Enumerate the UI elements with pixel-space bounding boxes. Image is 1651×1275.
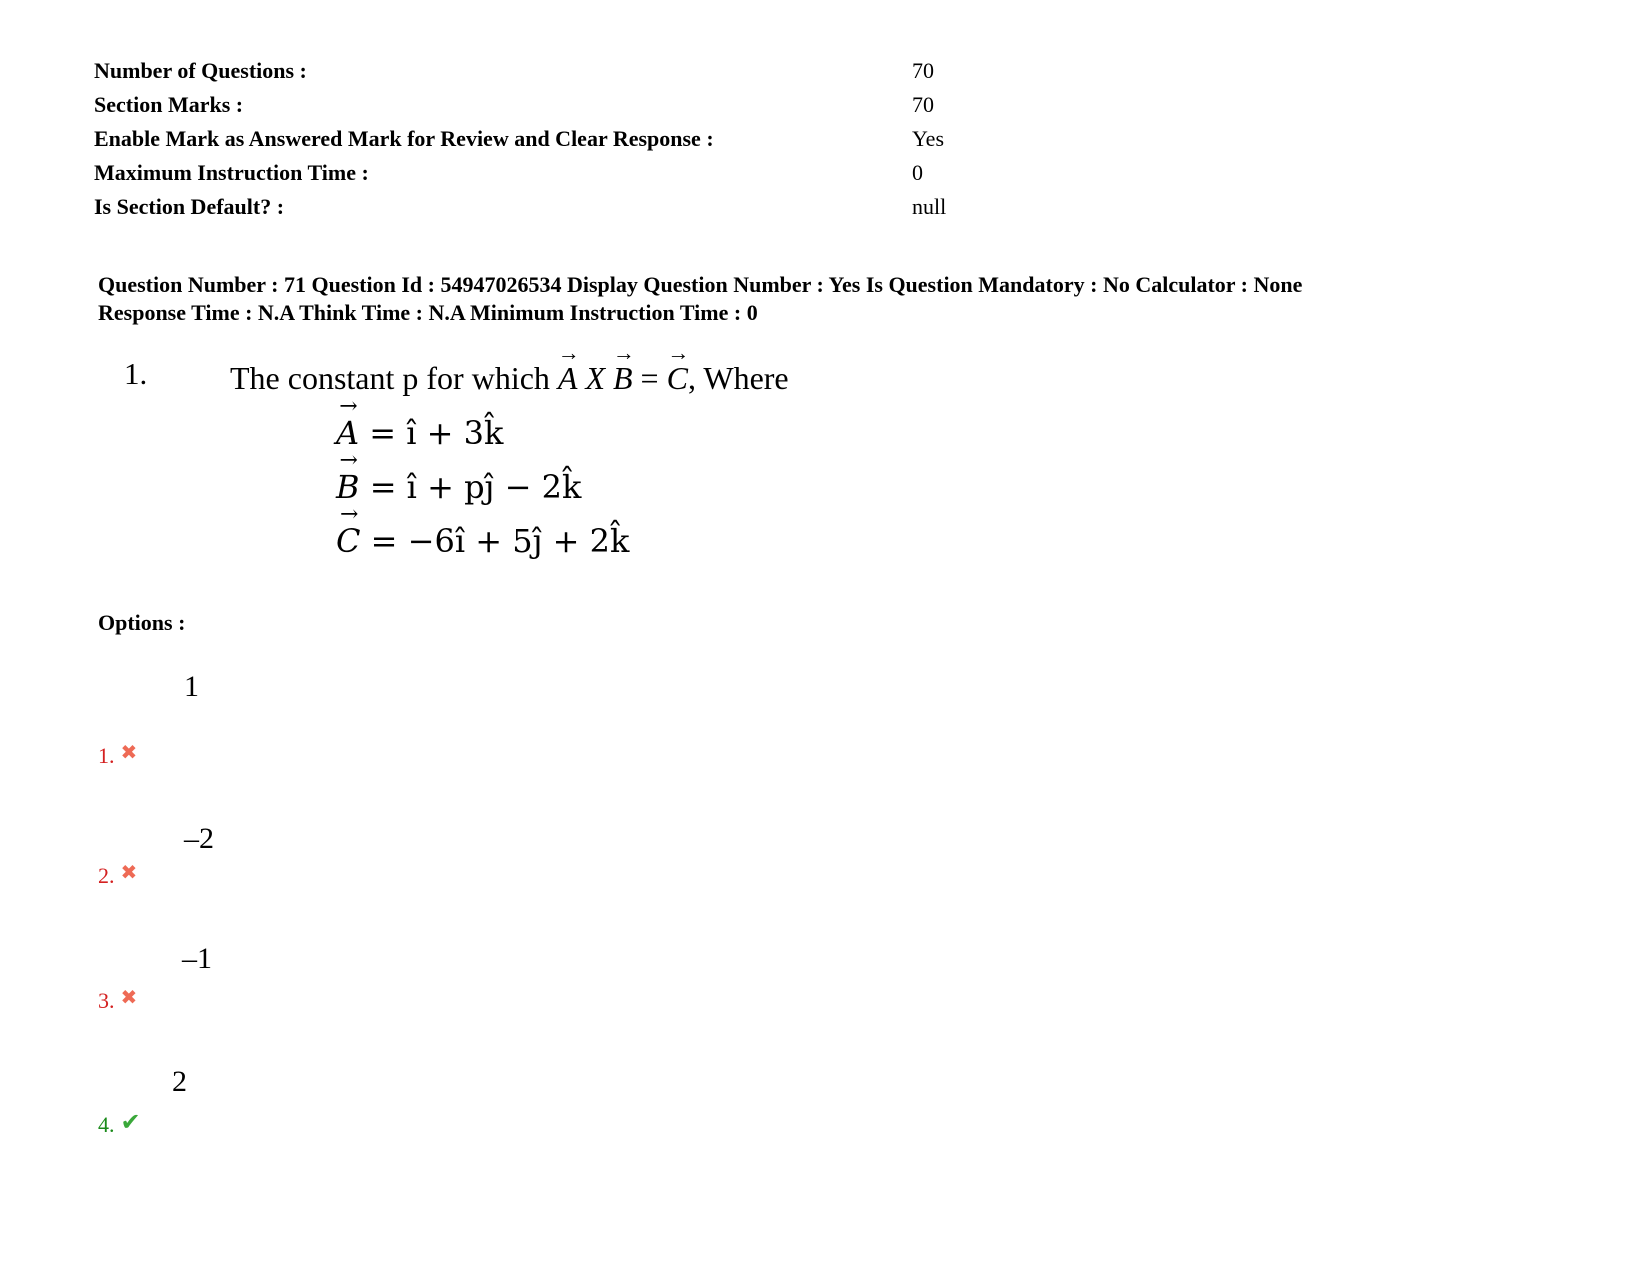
check-icon: ✔: [120, 1110, 141, 1136]
equation-rhs: = −6î + 5ĵ + 2k̂: [370, 522, 630, 560]
section-info-row: [94, 58, 1094, 90]
question-text-intro: The constant p for which: [230, 360, 550, 396]
section-info-value: 70: [912, 92, 934, 117]
section-info-label: Maximum Instruction Time :: [94, 160, 369, 185]
option-item[interactable]: [98, 860, 137, 889]
option-index: 2.: [98, 863, 115, 888]
vector-b: → B: [613, 360, 633, 397]
cross-operator: X: [585, 360, 605, 396]
vector-c: → C: [667, 360, 688, 397]
equation-lhs: → A: [336, 414, 359, 452]
section-info-value: 0: [912, 160, 923, 185]
option-index: 4.: [98, 1112, 115, 1137]
option-value: –2: [184, 822, 214, 855]
options-label: Options :: [98, 610, 186, 635]
section-info-row: [94, 160, 1094, 192]
equation-rhs: = î + pĵ − 2k̂: [369, 468, 582, 506]
option-index: 1.: [98, 743, 115, 768]
equation-lhs: → B: [336, 468, 360, 506]
section-info-value: Yes: [912, 126, 945, 151]
section-info-row: [94, 126, 1094, 158]
option-item[interactable]: [98, 1108, 141, 1138]
section-info-value: null: [912, 194, 947, 219]
cross-icon: ✖: [120, 862, 138, 884]
equation-line: [336, 522, 629, 560]
equation-line: [336, 468, 581, 506]
question-text: [230, 360, 789, 397]
section-info-label: Section Marks :: [94, 92, 244, 117]
section-info-row: [94, 92, 1094, 124]
option-item[interactable]: [98, 740, 137, 769]
question-info-line: Response Time : N.A Think Time : N.A Minimum Instruction Time : 0: [98, 300, 758, 325]
option-item[interactable]: [98, 985, 137, 1014]
option-index: 3.: [98, 988, 115, 1013]
question-number: 1.: [124, 356, 148, 391]
equation-line: [336, 414, 503, 452]
cross-icon: ✖: [120, 987, 138, 1009]
vector-a: → A: [558, 360, 578, 397]
question-info: [98, 271, 1302, 327]
equation-rhs: = î + 3k̂: [369, 414, 504, 452]
section-info-label: Number of Questions :: [94, 58, 307, 83]
section-info-label: Enable Mark as Answered Mark for Review and Clear Response :: [94, 126, 714, 151]
option-value: 2: [172, 1065, 187, 1098]
equation-lhs: → C: [336, 522, 360, 560]
section-info-label: Is Section Default? :: [94, 194, 285, 219]
section-info-row: [94, 194, 1094, 226]
option-value: –1: [182, 942, 212, 975]
equals-sign: =: [640, 360, 659, 396]
option-value: 1: [184, 670, 199, 703]
cross-icon: ✖: [120, 742, 138, 764]
section-info-value: 70: [912, 58, 934, 83]
question-text-where: , Where: [687, 360, 789, 396]
question-info-line: Question Number : 71 Question Id : 54947026534 Display Question Number : Yes Is Question Mandatory : No Calculator : None: [98, 272, 1303, 297]
